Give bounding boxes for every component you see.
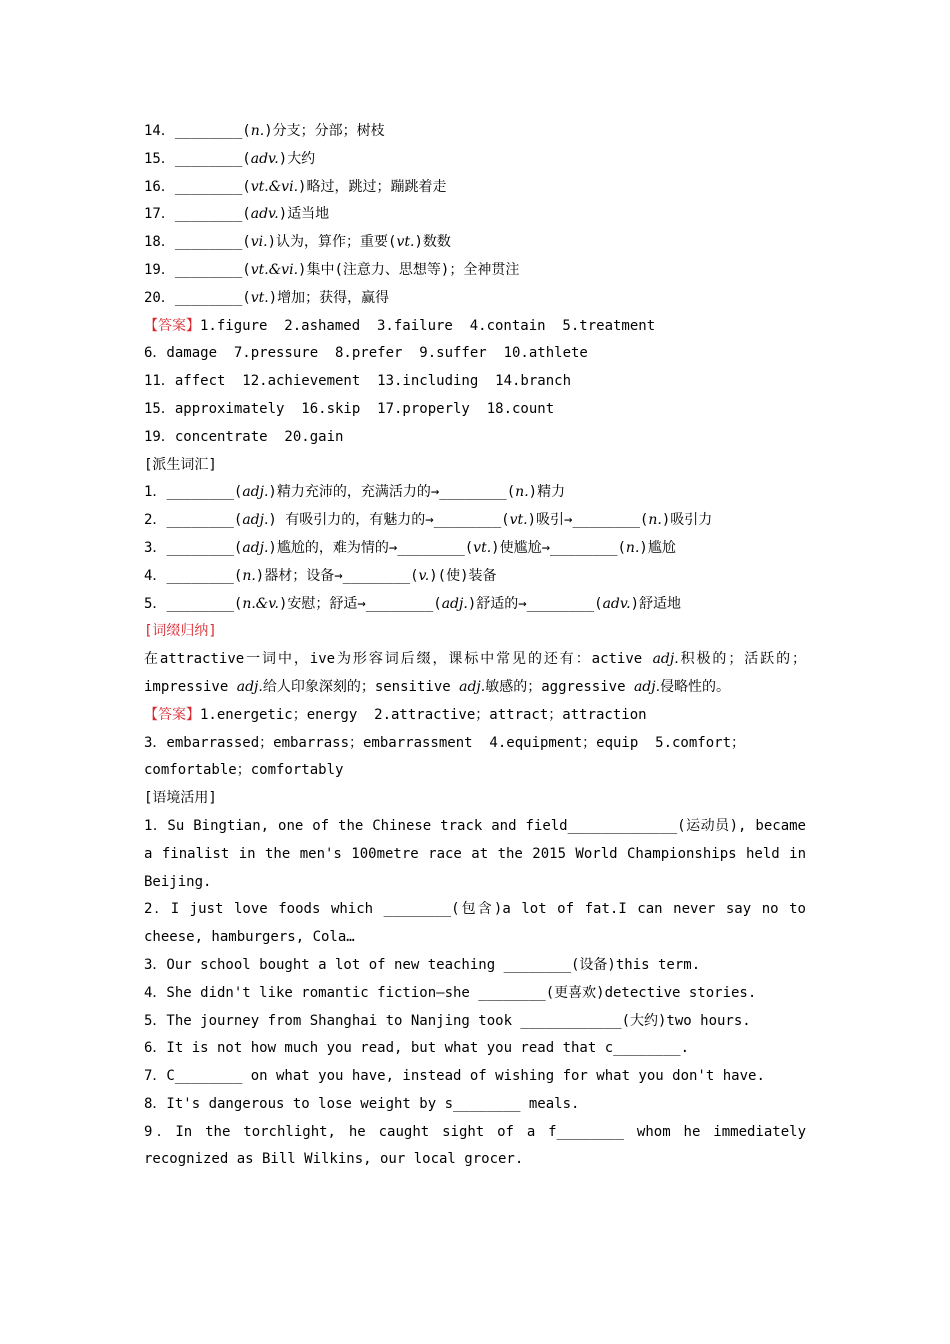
part-of-speech: adj. (459, 678, 486, 695)
section-heading-affix: [词缀归纳] (144, 623, 217, 640)
meaning: 舒适的→ (476, 595, 527, 612)
part-of-speech: n. (242, 567, 256, 584)
meaning: 适当地 (287, 206, 330, 223)
meaning: (使)装备 (437, 567, 497, 584)
answer-text: 1.figure 2.ashamed 3.failure 4.contain 5.treatment (200, 317, 656, 334)
answer-line: 15．approximately 16.skip 17.properly 18.count (144, 400, 555, 417)
answer-blank[interactable]: ________ (342, 567, 411, 584)
affix-text: 侵略性的。 (660, 678, 731, 695)
context-item: 3．Our school bought a lot of new teaching ________(设备)this term. (144, 956, 701, 973)
meaning: 略过，跳过；蹦跳着走 (306, 178, 447, 195)
affix-text: 敏感的；aggressive (485, 678, 634, 695)
item-number: 4． (144, 567, 167, 584)
answer-blank[interactable]: ________ (174, 234, 243, 251)
item-number: 19． (144, 261, 175, 278)
answer-blank[interactable]: ________ (166, 512, 234, 529)
section-heading-context: [语境活用] (144, 790, 217, 807)
answer-line: comfortable；comfortably (144, 762, 344, 779)
part-of-speech: adv. (250, 206, 279, 223)
derived-item: 4．________(n.)器材；设备→________(v.)(使)装备 (144, 567, 497, 584)
answer-blank[interactable]: ________ (174, 123, 243, 139)
meaning: 器材；设备→ (264, 567, 343, 584)
meaning: 使尴尬→ (499, 539, 551, 556)
answer-label: 【答案】 (144, 317, 200, 334)
part-of-speech: adj. (242, 484, 269, 501)
answer-blank[interactable]: ________ (526, 595, 595, 612)
context-item: 6．It is not how much you read, but what you read that c________. (144, 1040, 690, 1057)
item-number: 2． (144, 512, 167, 529)
vocab-list (144, 118, 806, 313)
part-of-speech: adj. (652, 651, 679, 668)
item-number: 5． (144, 595, 167, 612)
part-of-speech: vt. (509, 512, 528, 529)
answer-blank[interactable]: ________ (365, 595, 434, 612)
part-of-speech: adj. (633, 678, 661, 695)
part-of-speech: vt.&vi. (250, 261, 299, 278)
vocab-item: 18．________(vi.)认为，算作；重要(vt.)数数 (144, 234, 451, 251)
part-of-speech: adj. (242, 512, 269, 529)
answer-blank[interactable]: ________ (397, 539, 465, 556)
answer-label: 【答案】 (144, 706, 200, 723)
answer-line: 6．damage 7.pressure 8.prefer 9.suffer 10.athlete (144, 345, 588, 362)
meaning: 增加；获得，赢得 (277, 289, 390, 306)
answer-blank[interactable]: ________ (174, 150, 243, 167)
item-number: 14． (144, 123, 175, 139)
part-of-speech: v. (418, 567, 430, 584)
answer-blank[interactable]: ________ (550, 539, 618, 556)
part-of-speech: vt. (396, 234, 415, 251)
answer-line: 19．concentrate 20.gain (144, 428, 344, 445)
meaning: 吸引→ (536, 512, 573, 529)
meaning: 尴尬的，难为情的→ (276, 539, 398, 556)
meaning: 大约 (287, 150, 316, 167)
answer-blank[interactable]: ________ (174, 178, 243, 195)
answer-blank[interactable]: ________ (433, 512, 502, 529)
part-of-speech: vt.&vi. (250, 178, 299, 195)
derived-item: 2．________(adj.) 有吸引力的，有魅力的→________(vt.)吸引→________(n.)吸引力 (144, 512, 713, 529)
meaning: 舒适地 (639, 595, 682, 612)
context-item: 5．The journey from Shanghai to Nanjing took ____________(大约)two hours. (144, 1012, 751, 1029)
part-of-speech: n. (648, 512, 662, 529)
section-heading-derived: [派生词汇] (144, 456, 217, 473)
part-of-speech: vt. (473, 539, 492, 556)
vocab-item: 19．________(vt.&vi.)集中(注意力、思想等)；全神贯注 (144, 261, 520, 278)
item-number: 17． (144, 206, 175, 223)
answer-blank[interactable]: ________ (174, 206, 243, 223)
answer-line: 11．affect 12.achievement 13.including 14.branch (144, 373, 572, 390)
answer-blank[interactable]: ________ (572, 512, 640, 529)
part-of-speech: adv. (250, 150, 279, 167)
part-of-speech: n. (250, 123, 265, 139)
part-of-speech: vt. (250, 289, 269, 306)
context-item: 8．It's dangerous to lose weight by s________ meals. (144, 1095, 580, 1112)
affix-paragraph (144, 646, 806, 702)
context-item: 7．C________ on what you have, instead of wishing for what you don't have. (144, 1068, 765, 1085)
answer-text: 1.energetic；energy 2.attractive；attract；attraction (200, 706, 647, 723)
answer-block-2 (144, 702, 806, 785)
context-item: 2．I just love foods which ________(包含)a lot of fat.I can never say no to cheese, hamburgers, Cola… (144, 901, 806, 946)
meaning: 有吸引力的，有魅力的→ (276, 512, 434, 529)
derived-list (144, 479, 806, 618)
part-of-speech: n.&v. (242, 595, 279, 612)
meaning: 分支；分部；树枝 (272, 123, 385, 139)
part-of-speech: adj. (242, 539, 269, 556)
affix-text: 在attractive一词中，ive为形容词后缀，课标中常见的还有：active (144, 651, 653, 668)
worksheet-page (144, 118, 806, 1174)
derived-item: 1．________(adj.)精力充沛的，充满活力的→________(n.)精力 (144, 484, 566, 501)
meaning: 吸引力 (670, 512, 713, 529)
context-item: 4．She didn't like romantic fiction—she ________(更喜欢)detective stories. (144, 984, 757, 1001)
item-number: 1． (144, 484, 167, 501)
answer-blank[interactable]: ________ (174, 261, 243, 278)
context-item: 1．Su Bingtian, one of the Chinese track and field_____________(运动员), became a finalist in the men's 100metre race at the 2015 World Championships held in Beijing. (144, 817, 806, 890)
affix-text: 积极的；活跃的；impressive (144, 651, 806, 695)
answer-blank[interactable]: ________ (166, 539, 234, 556)
answer-line (144, 313, 806, 341)
answer-blank[interactable]: ________ (439, 484, 507, 501)
meaning: 认为，算作；重要 (276, 234, 389, 251)
meaning: 集中(注意力、思想等)；全神贯注 (306, 261, 520, 278)
vocab-item: 15．________(adv.)大约 (144, 150, 316, 167)
meaning: 精力 (537, 484, 566, 501)
part-of-speech: n. (625, 539, 640, 556)
part-of-speech: adj. (441, 595, 468, 612)
derived-item: 3．________(adj.)尴尬的，难为情的→________(vt.)使尴尬→________(n.)尴尬 (144, 539, 676, 556)
vocab-item: 17．________(adv.)适当地 (144, 206, 330, 223)
meaning: 精力充沛的，充满活力的→ (276, 484, 440, 501)
affix-text: 给人印象深刻的；sensitive (262, 678, 460, 695)
meaning: 尴尬 (647, 539, 676, 556)
context-list (144, 813, 806, 1174)
vocab-item: 20．________(vt.)增加；获得，赢得 (144, 289, 390, 306)
part-of-speech: n. (515, 484, 529, 501)
meaning: 安慰；舒适→ (287, 595, 366, 612)
derived-item: 5．________(n.&v.)安慰；舒适→________(adj.)舒适的→________(adv.)舒适地 (144, 595, 682, 612)
part-of-speech: vi. (250, 234, 268, 251)
answer-blank[interactable]: ________ (166, 567, 234, 584)
answer-blank[interactable]: ________ (166, 595, 234, 612)
context-item: 9．In the torchlight, he caught sight of a f________ whom he immediately recognized as Bill Wilkins, our local grocer. (144, 1123, 806, 1168)
meaning: 数数 (422, 234, 451, 251)
answer-line (144, 702, 806, 730)
vocab-item: 16．________(vt.&vi.)略过，跳过；蹦跳着走 (144, 178, 447, 195)
vocab-item: 14．________(n.)分支；分部；树枝 (144, 123, 385, 139)
answer-blank[interactable]: ________ (166, 484, 234, 501)
item-number: 15． (144, 150, 175, 167)
item-number: 18． (144, 234, 175, 251)
answer-blank[interactable]: ________ (174, 289, 243, 306)
item-number: 3． (144, 539, 167, 556)
part-of-speech: adv. (602, 595, 631, 612)
item-number: 16． (144, 178, 175, 195)
answer-block-1 (144, 313, 806, 452)
part-of-speech: adj. (236, 678, 263, 695)
item-number: 20． (144, 289, 175, 306)
answer-line: 3．embarrassed；embarrass；embarrassment 4.equipment；equip 5.comfort； (144, 734, 746, 751)
